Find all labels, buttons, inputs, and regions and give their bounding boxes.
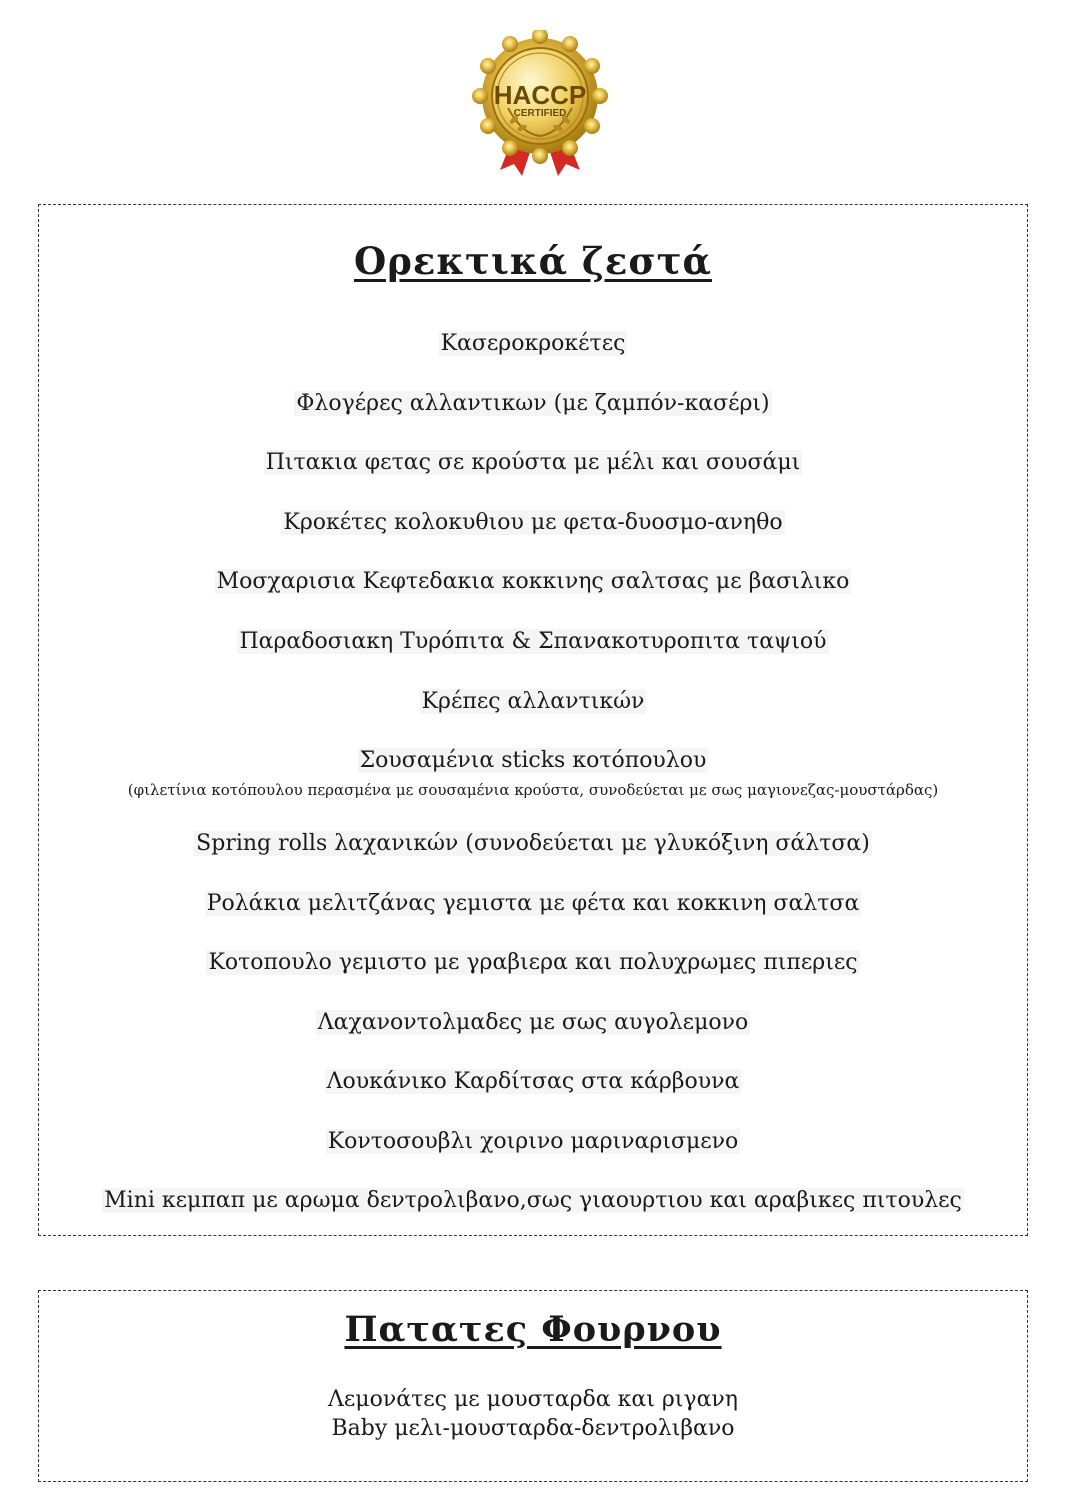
menu-item: Παραδοσιακη Τυρόπιτα & Σπανακοτυροπιτα ταψιού [239,629,827,654]
menu-item: Κροκέτες κολοκυθιου με φετα-δυοσμο-ανηθο [283,510,783,535]
menu-item: Φλογέρες αλλαντικων (με ζαμπόν-κασέρι) [296,391,770,416]
menu-item: Μοσχαρισια Κεφτεδακια κοκκινης σαλτσας με βασιλικο [216,569,850,594]
section-title-oven-potatoes: Πατατες Φουρνου [344,1309,722,1350]
menu-item: Λουκάνικο Καρδίτσας στα κάρβουνα [326,1069,740,1094]
menu-item: Spring rolls λαχανικών (συνοδεύεται με γλυκόξινη σάλτσα) [196,831,870,856]
haccp-certified-badge [472,30,608,178]
menu-item: Πιτακια φετας σε κρούστα με μέλι και σουσάμι [265,450,801,475]
menu-item-note: (φιλετίνια κοτόπουλου περασμένα με σουσαμένια κρούστα, συνοδεύεται με σως μαγιονεζας-μουστάρδας) [127,781,939,799]
oven-potatoes-section [38,1290,1028,1482]
hot-appetizers-section [38,204,1028,1236]
menu-item: Λαχανοντολμαδες με σως αυγολεμονο [317,1010,749,1035]
section-title-hot-appetizers: Ορεκτικά ζεστά [353,239,712,283]
menu-item: Κρέπες αλλαντικών [421,689,645,714]
svg-text:CERTIFIED: CERTIFIED [513,108,567,119]
menu-item: Ρολάκια μελιτζάνας γεμιστα με φέτα και κοκκινη σαλτσα [206,891,860,916]
menu-item: Σουσαμένια sticks κοτόπουλου [359,748,707,773]
menu-item: Mini κεμπαπ με αρωμα δεντρολιβανο,σως γιαουρτιου και αραβικες πιτουλες [104,1188,962,1213]
menu-item: Κασεροκροκέτες [440,331,626,356]
svg-text:HACCP: HACCP [493,80,587,110]
menu-item: Λεμονάτες με μουσταρδα και ριγανη [328,1387,738,1412]
menu-item: Κοτοπουλο γεμιστο με γραβιερα και πολυχρωμες πιπεριες [208,950,858,975]
menu-item: Κοντοσουβλι χοιρινο μαριναρισμενο [327,1129,739,1154]
menu-item: Baby μελι-μουσταρδα-δεντρολιβανο [331,1416,735,1441]
